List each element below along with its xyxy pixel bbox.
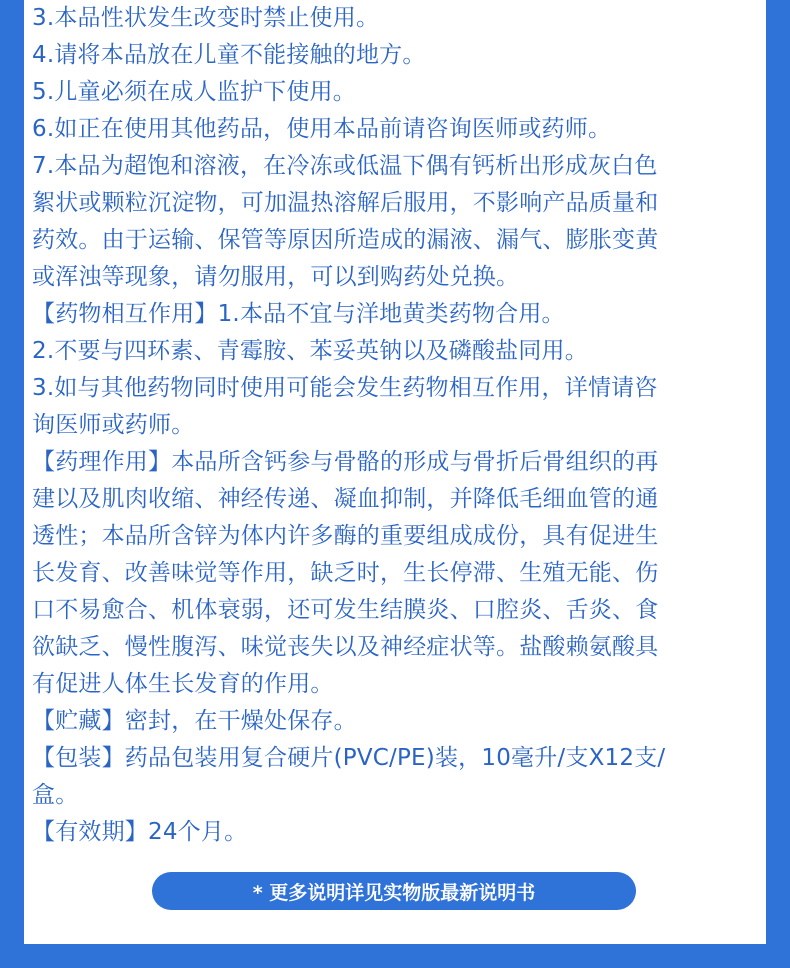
text-line: 【有效期】24个月。 (32, 819, 248, 845)
text-line: 盒。 (32, 782, 79, 808)
text-line: 透性；本品所含锌为体内许多酶的重要组成成份，具有促进生 (32, 523, 659, 549)
text-line: 7.本品为超饱和溶液，在冷冻或低温下偶有钙析出形成灰白色 (32, 153, 658, 179)
text-line: 【药物相互作用】1.本品不宜与洋地黄类药物合用。 (32, 301, 565, 327)
text-line: 3.本品性状发生改变时禁止使用。 (32, 5, 380, 31)
text-line: 3.如与其他药物同时使用可能会发生药物相互作用，详情请咨 (32, 375, 658, 401)
text-line: 询医师或药师。 (32, 412, 195, 438)
instructions-text (32, 0, 752, 851)
text-line: 有促进人体生长发育的作用。 (32, 671, 334, 697)
text-line: 4.请将本品放在儿童不能接触的地方。 (32, 42, 426, 68)
text-line: 2.不要与四环素、青霉胺、苯妥英钠以及磷酸盐同用。 (32, 338, 588, 364)
text-line: 【药理作用】本品所含钙参与骨骼的形成与骨折后骨组织的再 (32, 449, 659, 475)
instructions-panel (24, 0, 766, 944)
text-line: 建以及肌肉收缩、神经传递、凝血抑制，并降低毛细血管的通 (32, 486, 659, 512)
text-line: 絮状或颗粒沉淀物，可加温热溶解后服用，不影响产品质量和 (32, 190, 659, 216)
text-line: 或浑浊等现象，请勿服用，可以到购药处兑换。 (32, 264, 520, 290)
text-line: 5.儿童必须在成人监护下使用。 (32, 79, 356, 105)
text-line: 【贮藏】密封，在干燥处保存。 (32, 708, 357, 734)
text-line: 药效。由于运输、保管等原因所造成的漏液、漏气、膨胀变黄 (32, 227, 659, 253)
text-line: 【包装】药品包装用复合硬片(PVC/PE)装，10毫升/支X12支/ (32, 745, 666, 771)
text-line: 6.如正在使用其他药品，使用本品前请咨询医师或药师。 (32, 116, 612, 142)
text-line: 欲缺乏、慢性腹泻、味觉丧失以及神经症状等。盐酸赖氨酸具 (32, 634, 659, 660)
text-line: 口不易愈合、机体衰弱，还可发生结膜炎、口腔炎、舌炎、食 (32, 597, 659, 623)
text-line: 长发育、改善味觉等作用，缺乏时，生长停滞、生殖无能、伤 (32, 560, 659, 586)
more-instructions-button[interactable]: * 更多说明详见实物版最新说明书 (152, 872, 636, 910)
